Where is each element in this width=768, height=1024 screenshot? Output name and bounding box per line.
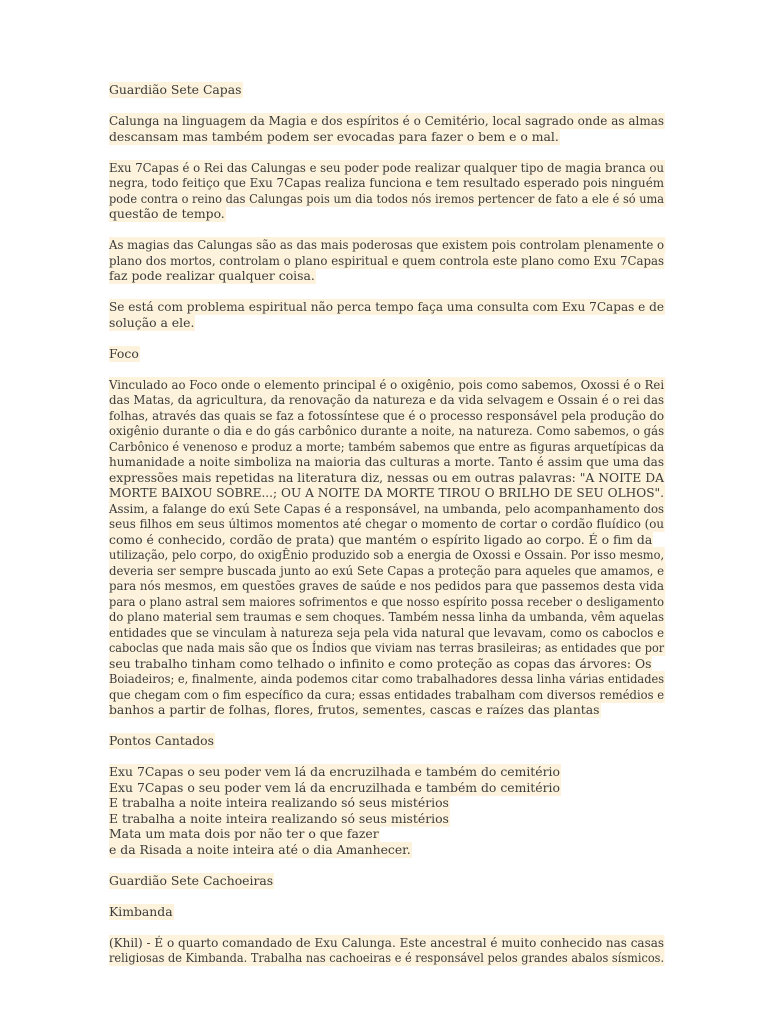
text-line <box>109 795 669 811</box>
paragraph-gap <box>109 222 669 238</box>
paragraph-gap <box>109 919 669 935</box>
text-line-content: Exu 7Capas é o Rei das Calungas e seu poder pode realizar qualquer tipo de magia branca ou <box>109 159 665 175</box>
text-line-content: seus filhos em seus últimos momentos até chegar o momento de cortar o cordão fluídico (ou <box>109 516 665 531</box>
text-line-content: Se está com problema espiritual não perca tempo faça uma consulta com Exu 7Capas e de <box>109 299 665 314</box>
text-paragraph <box>109 377 669 718</box>
text-line <box>109 532 669 548</box>
paragraph-gap <box>109 749 669 765</box>
text-line-content: pode contra o reino das Calungas pois um dia todos nós iremos pertencer de fato a ele é só uma <box>109 190 665 206</box>
text-paragraph <box>109 113 669 144</box>
text-line-content: Mata um mata dois por não ter o que fazer <box>109 826 379 841</box>
text-line-content: das Matas, da agricultura, da renovação da natureza e da vida selvagem e Ossain é o rei das <box>109 392 665 407</box>
text-line <box>109 904 669 920</box>
text-line <box>109 547 665 563</box>
text-line <box>109 485 665 501</box>
text-line <box>109 438 665 455</box>
text-line <box>109 609 665 625</box>
text-line <box>109 423 665 439</box>
text-line-content: do plano material sem traumas e sem choques. Também nessa linha da umbanda, vêm aquelas <box>109 609 665 624</box>
text-line-content: Assim, a falange do exú Sete Capas é a responsável, na umbanda, pelo acompanhamento dos <box>109 500 665 516</box>
text-line-content: negra, todo feitiço que Exu 7Capas realiza funciona e tem resultado esperado pois ninguém <box>109 175 665 190</box>
text-line <box>109 299 665 315</box>
text-line <box>109 392 665 408</box>
paragraph-gap <box>109 888 669 904</box>
text-line <box>109 733 669 749</box>
text-line-content: (Khil) - É o quarto comandado de Exu Calunga. Este ancestral é muito conhecido nas casas <box>109 934 665 950</box>
text-line <box>109 950 665 966</box>
paragraph-gap <box>109 284 669 300</box>
paragraph-gap <box>109 361 669 377</box>
text-line <box>109 578 665 594</box>
text-line-content: Exu 7Capas o seu poder vem lá da encruzilhada e também do cemitério <box>109 764 560 779</box>
text-line <box>109 470 667 486</box>
text-line-content: para nós mesmos, em questões graves de saúde e nos pedidos para que passemos desta vida <box>109 578 665 593</box>
text-line-content: folhas, através das quais se faz a fotossíntese que é o processo responsável pela produção do <box>109 407 665 423</box>
text-line-content: deveria ser sempre buscada junto ao exú Sete Capas a proteção para aqueles que amamos, e <box>109 562 665 578</box>
text-paragraph <box>109 764 669 857</box>
text-line <box>109 593 665 610</box>
text-line <box>109 934 665 951</box>
text-line-content: expressões mais repetidas na literatura diz, nessas ou em outras palavras: "A NOITE DA <box>109 469 665 485</box>
text-line <box>109 129 669 145</box>
text-line-content: oxigênio durante o dia e do gás carbônico durante a noite, na natureza. Como sabemos, o gás <box>109 423 665 438</box>
text-line <box>109 252 665 269</box>
text-paragraph <box>109 237 669 284</box>
text-line-content: E trabalha a noite inteira realizando só seus mistérios <box>109 795 449 810</box>
text-paragraph <box>109 935 669 966</box>
text-line <box>109 315 669 331</box>
text-line-content: Guardião Sete Capas <box>109 82 242 97</box>
text-line-content: humanidade a noite simboliza na maioria das culturas a morte. Tanto é assim que uma das <box>109 454 665 469</box>
text-line <box>109 159 665 176</box>
text-line <box>109 780 669 796</box>
text-line-content: Calunga na linguagem da Magia e dos espíritos é o Cemitério, local sagrado onde as almas <box>109 113 665 128</box>
document-page <box>109 82 669 966</box>
text-line-content: Kimbanda <box>109 903 173 919</box>
text-line <box>109 376 665 393</box>
text-line <box>109 686 665 703</box>
text-line-content: faz pode realizar qualquer coisa. <box>109 268 315 283</box>
text-line <box>109 702 669 718</box>
text-line <box>109 190 665 207</box>
section-heading <box>109 346 669 362</box>
paragraph-gap <box>109 330 669 346</box>
text-line <box>109 175 665 191</box>
text-line-content: Exu 7Capas o seu poder vem lá da encruzilhada e também do cemitério <box>109 779 560 795</box>
text-line <box>109 842 669 858</box>
text-line-content: descansam mas também podem ser evocadas para fazer o bem e o mal. <box>109 128 559 144</box>
section-heading <box>109 904 669 920</box>
text-line <box>109 113 665 129</box>
section-heading <box>109 82 669 98</box>
text-line <box>109 407 665 424</box>
section-heading <box>109 873 669 889</box>
text-line <box>109 454 665 470</box>
text-paragraph <box>109 160 669 222</box>
text-line <box>109 82 669 98</box>
text-line-content: caboclas que nada mais são que os Índios que viviam nas terras brasileiras; as entidades que por <box>109 640 665 655</box>
text-line <box>109 237 665 253</box>
text-line <box>109 206 669 222</box>
text-line <box>109 640 665 656</box>
text-line <box>109 811 669 827</box>
text-line <box>109 671 665 687</box>
text-line <box>109 562 665 579</box>
text-line <box>109 268 669 284</box>
text-line-content: entidades que se vinculam à natureza seja pela vida natural que levavam, como os caboclos e <box>109 624 665 640</box>
text-line-content: Foco <box>109 345 139 361</box>
text-line-content: Vinculado ao Foco onde o elemento principal é o oxigênio, pois como sabemos, Oxossi é o Rei <box>109 376 665 392</box>
text-line-content: utilização, pelo corpo, do oxigÊnio produzido sob a energia de Oxossi e Ossain. Por isso mesmo, <box>109 547 665 562</box>
text-line-content: que chegam com o fim específico da cura; essas entidades trabalham com diversos remédios e <box>109 686 665 702</box>
text-line-content: As magias das Calungas são as das mais poderosas que existem pois controlam plenamente o <box>109 237 665 252</box>
text-line-content: E trabalha a noite inteira realizando só seus mistérios <box>109 810 449 826</box>
text-line <box>109 873 669 889</box>
text-line <box>109 346 669 362</box>
text-line-content: Guardião Sete Cachoeiras <box>109 872 274 888</box>
text-line-content: Pontos Cantados <box>109 733 214 748</box>
text-line-content: Carbônico é venenoso e produz a morte; também sabemos que entre as figuras arquetípicas da <box>109 438 665 454</box>
text-line-content: questão de tempo. <box>109 206 225 221</box>
text-line <box>109 500 665 517</box>
text-line-content: solução a ele. <box>109 314 195 330</box>
paragraph-gap <box>109 857 669 873</box>
section-heading <box>109 733 669 749</box>
text-line <box>109 656 669 672</box>
text-line <box>109 516 665 532</box>
text-line-content: seu trabalho tinham como telhado o infinito e como proteção as copas das árvores: Os <box>109 655 652 671</box>
paragraph-gap <box>109 718 669 734</box>
text-line-content: para o plano astral sem maiores sofrimentos e que nosso espírito possa receber o desligamento <box>109 593 665 609</box>
text-line-content: Boiadeiros; e, finalmente, ainda podemos citar como trabalhadores dessa linha várias entidades <box>109 671 665 686</box>
text-line <box>109 826 669 842</box>
text-paragraph <box>109 299 669 330</box>
text-line-content: religiosas de Kimbanda. Trabalha nas cachoeiras e é responsável pelos grandes abalos sísmicos. <box>109 950 665 965</box>
paragraph-gap <box>109 98 669 114</box>
text-line-content: como é conhecido, cordão de prata) que mantém o espírito ligado ao corpo. É o fim da <box>109 531 653 547</box>
paragraph-gap <box>109 144 669 160</box>
text-line-content: MORTE BAIXOU SOBRE...; OU A NOITE DA MORTE TIROU O BRILHO DE SEU OLHOS". <box>109 485 665 500</box>
text-line <box>109 624 665 641</box>
text-line-content: e da Risada a noite inteira até o dia Amanhecer. <box>109 841 411 857</box>
text-line <box>109 764 669 780</box>
text-line-content: banhos a partir de folhas, flores, frutos, sementes, cascas e raízes das plantas <box>109 702 600 717</box>
text-line-content: plano dos mortos, controlam o plano espiritual e quem controla este plano como Exu 7Capas <box>109 252 665 268</box>
